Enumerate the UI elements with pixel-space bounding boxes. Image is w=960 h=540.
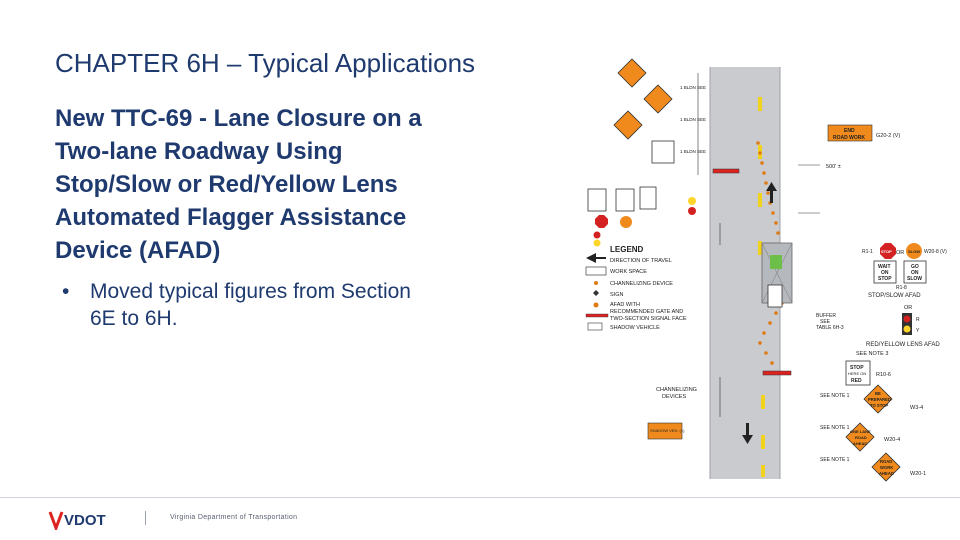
stop-here-line2: HERE ON — [848, 371, 867, 376]
afad-gate-bottom — [763, 371, 791, 375]
r1-1-label: R1-1 — [862, 249, 873, 255]
bullet-line: 6E to 6H. — [90, 307, 178, 330]
slow-word: SLOW — [908, 249, 920, 254]
wait-on-stop-line2: ON — [881, 270, 889, 276]
vdot-logo — [48, 508, 128, 530]
one-lane-line2: ROAD — [855, 435, 867, 440]
go-on-slow-line3: SLOW — [907, 276, 922, 282]
subtitle-line: Two-lane Roadway Using — [55, 138, 343, 165]
be-prepared-line3: TO STOP — [870, 403, 889, 408]
g20-2-label: G20-2 (V) — [876, 133, 901, 139]
subtitle-line: Automated Flagger Assistance — [55, 204, 407, 231]
one-lane-line3: AHEAD — [853, 441, 868, 446]
end-road-work-line2: ROAD WORK — [833, 135, 865, 141]
be-prepared-line2: PREPARED — [868, 397, 891, 402]
footer-org: Virginia Department of Transportation — [170, 514, 298, 521]
be-prepared-line1: BE — [875, 391, 881, 396]
channelizing-label-2: DEVICES — [662, 394, 687, 400]
worker-symbol — [770, 255, 782, 269]
or-label-2: OR — [904, 305, 913, 311]
legend-item: RECOMMENDED GATE AND — [610, 309, 684, 315]
diagram-labels — [650, 85, 947, 477]
stop-slow-afad-label: STOP/SLOW AFAD — [868, 293, 921, 299]
road-work-line3: AHEAD — [879, 471, 894, 476]
dist-500-label: 500' ± — [826, 164, 841, 170]
legend-title: LEGEND — [610, 245, 644, 254]
r1-8-label: R1-8 — [896, 285, 907, 291]
vdot-swoosh-icon — [50, 512, 62, 528]
w20-1-label: W20-1 — [910, 471, 927, 477]
bullet-line: Moved typical figures from Section — [90, 280, 411, 303]
buffer-label-2: SEE — [820, 319, 831, 325]
footer-separator — [145, 511, 146, 525]
go-on-slow-line2: ON — [911, 270, 919, 276]
wait-on-stop-line3: STOP — [878, 276, 892, 282]
subtitle-line: Device (AFAD) — [55, 237, 221, 264]
ttc-69-diagram — [580, 55, 960, 495]
end-road-work-line1: END — [844, 128, 855, 134]
wait-on-stop-line1: WAIT — [878, 264, 891, 270]
w3-4-label: W3-4 — [910, 405, 924, 411]
road-work-line2: WORK — [880, 465, 894, 470]
vdot-logo-text: VDOT — [64, 512, 106, 529]
y-label: Y — [916, 328, 920, 334]
shadow-vehicle-sign: SHADOW VEH. (1) — [650, 428, 685, 433]
afad-gate-top — [713, 169, 739, 173]
legend-item: SHADOW VEHICLE — [610, 325, 660, 331]
legend — [586, 253, 687, 331]
shadow-vehicle — [768, 285, 782, 307]
road-work-line1: ROAD — [880, 459, 893, 464]
red-yellow-afad-label: RED/YELLOW LENS AFAD — [866, 342, 940, 348]
bullet-marker: • — [62, 280, 70, 303]
legend-item: SIGN — [610, 292, 624, 298]
legend-item: WORK SPACE — [610, 269, 647, 275]
see-note-label: SEE NOTE 1 — [820, 425, 850, 431]
stop-here-line3: RED — [851, 378, 862, 384]
legend-item: DIRECTION OF TRAVEL — [610, 258, 672, 264]
slide-title: CHAPTER 6H – Typical Applications — [55, 48, 476, 78]
buffer-label-3: TABLE 6H-3 — [816, 325, 844, 331]
legend-item: TWO-SECTION SIGNAL FACE — [610, 316, 687, 322]
see-note-3-label: SEE NOTE 3 — [856, 351, 889, 357]
see-note-label: SEE NOTE 1 — [820, 393, 850, 399]
subtitle-line: Stop/Slow or Red/Yellow Lens — [55, 171, 398, 198]
stop-word: STOP — [881, 249, 892, 254]
dist-label: 1 BLDN SEE — [680, 149, 707, 154]
bullet-text — [90, 278, 500, 332]
legend-item: CHANNELIZING DEVICE — [610, 281, 673, 287]
r-label: R — [916, 317, 920, 323]
buffer-label-1: BUFFER — [816, 313, 836, 319]
w20-4-label: W20-4 — [884, 437, 901, 443]
see-note-label: SEE NOTE 1 — [820, 457, 850, 463]
stop-here-line1: STOP — [850, 365, 864, 371]
footer-divider — [0, 497, 960, 498]
w20-8-label: W20-8 (V) — [924, 249, 947, 255]
legend-item: AFAD WITH — [610, 302, 640, 308]
subtitle-line: New TTC-69 - Lane Closure on a — [55, 105, 422, 132]
channelizing-label-1: CHANNELIZING — [656, 387, 697, 393]
or-label: OR — [896, 250, 905, 256]
go-on-slow-line1: GO — [911, 264, 919, 270]
slide-subtitle — [55, 102, 515, 267]
one-lane-line1: ONE LANE — [850, 429, 871, 434]
dist-label: 1 BLDN SEE — [680, 85, 707, 90]
r10-6-label: R10-6 — [876, 372, 891, 378]
dist-label: 1 BLDN SEE — [680, 117, 707, 122]
